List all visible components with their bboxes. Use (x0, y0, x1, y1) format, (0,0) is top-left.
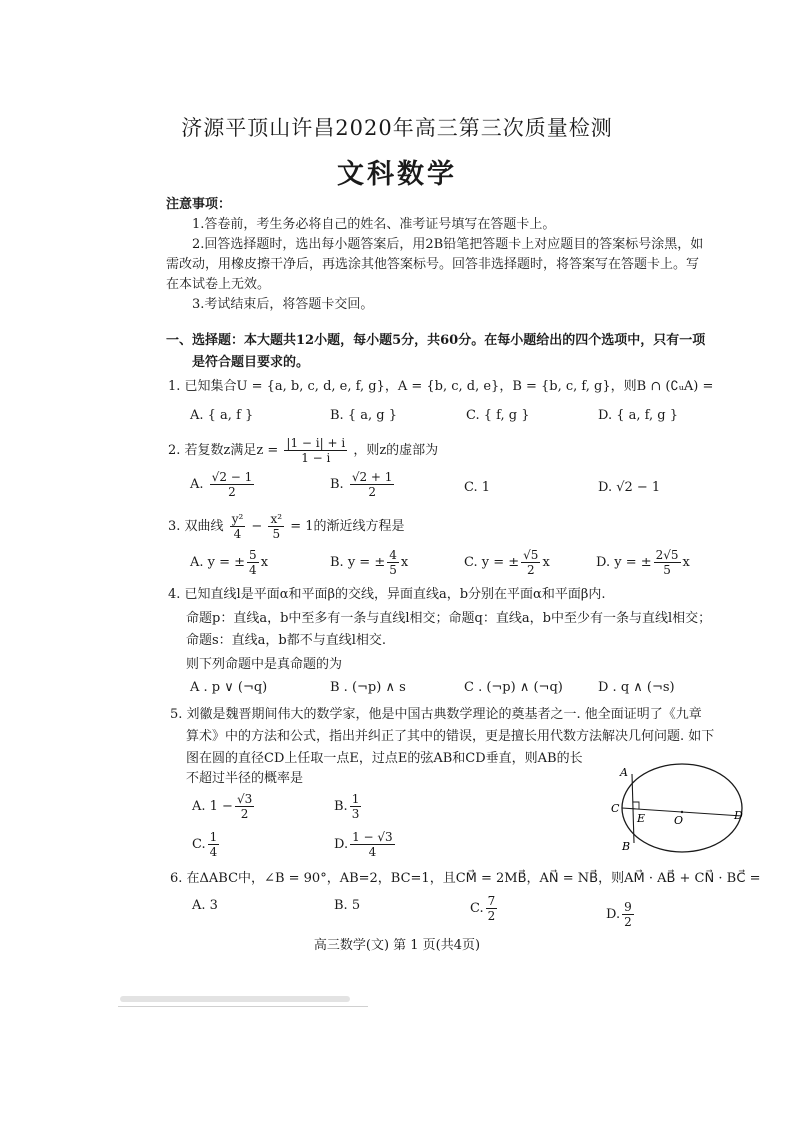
label-d: D (734, 809, 743, 822)
q3-option-c-pre: C. y = ± (464, 555, 520, 570)
q5-option-c-frac (208, 830, 220, 859)
q3-frac-1 (230, 512, 246, 541)
q3-option-a-num: 5 (249, 548, 257, 562)
q2-option-b-label: B. (330, 477, 344, 492)
q6-option-d (606, 900, 636, 929)
q3-option-d-den: 5 (663, 563, 671, 577)
q4-line-3: 命题s：直线a，b都不与直线l相交. (186, 633, 387, 648)
q5-option-b-num: 1 (351, 792, 360, 806)
q3-option-c-x: x (542, 555, 550, 570)
q3-option-a-x: x (260, 555, 269, 570)
q2-option-b-den: 2 (368, 485, 376, 499)
q6-option-d-num: 9 (624, 900, 632, 914)
q4-option-b: B . (¬p) ∧ s (330, 680, 406, 695)
q6-option-c (470, 894, 499, 923)
q3-option-a-frac (247, 548, 259, 577)
q5-option-b (334, 792, 363, 821)
q5-option-c (192, 830, 221, 859)
q3-option-b-pre: B. y = ± (330, 555, 386, 570)
q3-frac-2-den: 5 (272, 527, 281, 541)
q5-option-d-pre: D. (334, 837, 349, 852)
scan-edge-line (118, 1006, 368, 1007)
q6-option-a: A. 3 (192, 898, 218, 913)
q3-option-b-x: x (400, 555, 409, 570)
q3-option-c-den: 2 (526, 563, 535, 577)
q3-option-c-num: √5 (523, 548, 539, 562)
q5-option-c-pre: C. (192, 837, 206, 852)
q5-option-a-frac (235, 792, 254, 821)
q6-option-c-frac (486, 894, 498, 923)
q4-option-a: A . p ∨ (¬q) (190, 680, 268, 695)
q4-option-d: D . q ∧ (¬s) (598, 680, 675, 695)
exam-title: 济源平顶山许昌2020年高三第三次质量检测 (181, 116, 613, 140)
page-footer: 高三数学(文) 第 1 页(共4页) (313, 938, 481, 953)
q5-option-d-den: 4 (368, 845, 377, 859)
q3-option-d (596, 548, 690, 577)
q6-stem: 6. 在ΔABC中，∠B = 90°，AB=2，BC=1，且CM⃗ = 2MB⃗，AN⃗ = NB⃗，则AM⃗ · AB⃗ + CN⃗ · BC⃗ = (170, 871, 761, 886)
q6-option-c-den: 2 (487, 909, 496, 923)
q5-line-4: 不超过半径的概率是 (186, 771, 304, 786)
q3-option-c-frac (521, 548, 540, 577)
q6-option-d-frac (622, 900, 634, 929)
q3-option-d-frac (654, 548, 681, 577)
label-c: C (611, 802, 620, 815)
q3-frac-1-den: 4 (233, 527, 242, 541)
q6-option-d-den: 2 (624, 915, 632, 929)
q2-option-b (330, 470, 396, 499)
q2-option-a-frac (210, 470, 255, 499)
q6-option-c-pre: C. (470, 901, 484, 916)
section-heading-line-2: 是符合题目要求的。 (192, 355, 310, 370)
q5-line-3: 图在圆的直径CD上任取一点E，过点E的弦AB和CD垂直，则AB的长 (186, 751, 583, 766)
q6-option-b: B. 5 (334, 898, 361, 913)
q3-minus: − (251, 519, 263, 534)
q3-option-b-den: 5 (389, 563, 397, 577)
q4-line-4: 则下列命题中是真命题的为 (186, 657, 343, 672)
q5-option-d (334, 830, 397, 859)
q2-option-b-num: √2 + 1 (351, 470, 393, 484)
q5-option-c-den: 4 (209, 845, 218, 859)
q6-option-c-num: 7 (487, 894, 496, 908)
section-heading-line-1: 一、选择题：本大题共12小题，每小题5分，共60分。在每小题给出的四个选项中，只有一项 (166, 333, 706, 348)
q3-option-d-x: x (682, 555, 690, 570)
q4-line-1: 4. 已知直线l是平面α和平面β的交线，异面直线a，b分别在平面α和平面β内. (168, 587, 606, 602)
q3-frac-2-num: x² (270, 512, 283, 526)
circle-diagram (612, 756, 748, 856)
q2-option-a-den: 2 (228, 485, 236, 499)
notice-item-2-line-1: 2.回答选择题时，选出每小题答案后，用2B铅笔把答题卡上对应题目的答案标号涂黑，如 (192, 237, 704, 252)
q3-stem-pre: 3. 双曲线 (168, 519, 224, 534)
scan-smudge (120, 996, 350, 1002)
q1-option-d: D. { a, f, g } (598, 408, 678, 423)
q5-option-a (192, 792, 256, 821)
label-a: A (620, 766, 628, 779)
q3-stem (168, 512, 404, 541)
q3-option-d-num: 2√5 (655, 548, 679, 562)
q3-option-c (464, 548, 550, 577)
q2-option-c: C. 1 (464, 480, 491, 495)
q2-stem-pre: 2. 若复数z满足z = (168, 443, 279, 458)
q5-option-d-num: 1 − √3 (352, 830, 393, 844)
q5-option-b-frac (350, 792, 362, 821)
notice-heading: 注意事项： (166, 197, 232, 212)
notice-item-3: 3.考试结束后，将答题卡交回。 (192, 297, 374, 312)
q5-option-a-den: 2 (240, 807, 249, 821)
q3-option-d-pre: D. y = ± (596, 555, 652, 570)
label-b: B (622, 840, 631, 853)
right-angle-mark (633, 802, 639, 809)
q4-line-2: 命题p：直线a，b中至多有一条与直线l相交；命题q：直线a，b中至少有一条与直线l相交； (186, 611, 712, 626)
q6-option-d-pre: D. (606, 907, 621, 922)
q3-option-a-pre: A. y = ± (190, 555, 246, 570)
q2-option-a (190, 470, 256, 499)
center-point (681, 811, 683, 813)
q3-option-a-den: 4 (249, 563, 257, 577)
q2-fraction (284, 436, 347, 465)
q2-option-b-frac (350, 470, 395, 499)
label-e: E (637, 812, 646, 825)
q3-stem-post: = 1的渐近线方程是 (290, 519, 405, 534)
q4-option-c: C . (¬p) ∧ (¬q) (464, 680, 563, 695)
q1-option-a: A. { a, f } (190, 408, 254, 423)
q2-option-a-label: A. (190, 477, 204, 492)
q5-option-a-pre: A. 1 − (192, 799, 233, 814)
q1-option-c: C. { f, g } (466, 408, 530, 423)
q5-line-2: 算术》中的方法和公式，指出并纠正了其中的错误，更是擅长用代数方法解决几何问题. 如下 (186, 729, 715, 744)
q2-fraction-num: |1 − i| + i (286, 436, 346, 450)
q2-option-a-num: √2 − 1 (211, 470, 253, 484)
exam-subject: 文科数学 (337, 159, 457, 190)
q3-option-b (330, 548, 408, 577)
q3-option-b-num: 4 (389, 548, 397, 562)
q3-option-a (190, 548, 268, 577)
q5-option-c-num: 1 (209, 830, 218, 844)
notice-item-2-line-2: 需改动，用橡皮擦干净后，再选涂其他答案标号。回答非选择题时，将答案写在答题卡上。写 (166, 257, 700, 272)
q1-stem: 1. 已知集合U = {a, b, c, d, e, f, g}，A = {b, c, d, e}，B = {b, c, f, g}，则B ∩ (∁ᵤA) = (168, 379, 714, 394)
q3-frac-1-num: y² (231, 512, 244, 526)
q5-option-d-frac (350, 830, 395, 859)
notice-item-1: 1.答卷前，考生务必将自己的姓名、准考证号填写在答题卡上。 (192, 217, 556, 232)
q5-option-a-num: √3 (236, 792, 253, 806)
q2-fraction-den: 1 − i (301, 451, 331, 465)
q3-frac-2 (268, 512, 284, 541)
q1-option-b: B. { a, g } (330, 408, 397, 423)
q5-option-b-pre: B. (334, 799, 348, 814)
circle-outline (622, 764, 742, 852)
label-o: O (674, 814, 684, 827)
q2-stem (168, 436, 438, 465)
q3-option-b-frac (387, 548, 399, 577)
q5-option-b-den: 3 (351, 807, 360, 821)
q2-stem-post: ，则z的虚部为 (353, 443, 439, 458)
q5-line-1: 5. 刘徽是魏晋期间伟大的数学家，他是中国古典数学理论的奠基者之一. 他全面证明了《九章 (170, 707, 702, 722)
q2-option-d: D. √2 − 1 (598, 480, 661, 495)
notice-item-2-line-3: 在本试卷上无效。 (166, 277, 271, 292)
